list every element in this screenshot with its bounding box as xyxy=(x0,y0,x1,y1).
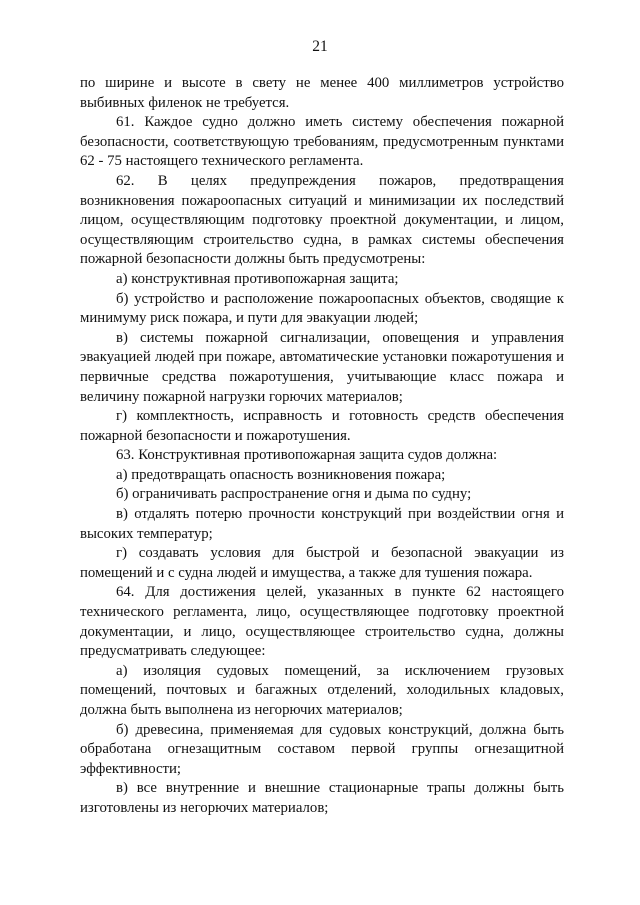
list-item: в) отдалять потерю прочности конструкций при воздействии огня и высоких температур; xyxy=(80,506,564,542)
paragraph: 63. Конструктивная противопожарная защита судов должна: xyxy=(116,447,498,464)
list-item: в) все внутренние и внешние стационарные трапы должны быть изготовлены из негорючих материалов; xyxy=(80,780,564,816)
paragraph: по ширине и высоте в свету не менее 400 миллиметров устройство выбивных филенок не требуется. xyxy=(80,75,564,111)
list-item: б) древесина, применяемая для судовых конструкций, должна быть обработана огнезащитным составом первой группы огнезащитной эффективности; xyxy=(80,721,564,777)
paragraph: 64. Для достижения целей, указанных в пункте 62 настоящего технического регламента, лицо, осуществляющее подготовку проектной документации, и лицо, осуществляющее строительство судна, должны предусматривать следующее: xyxy=(80,584,564,660)
paragraph: 61. Каждое судно должно иметь систему обеспечения пожарной безопасности, соответствующую требованиям, предусмотренным пунктами 62 - 75 настоящего технического регламента. xyxy=(80,114,564,170)
document-body xyxy=(80,74,564,819)
list-item: в) системы пожарной сигнализации, оповещения и управления эвакуацией людей при пожаре, автоматические установки пожаротушения и первичные средства пожаротушения, учитывающие класс пожара и величину пожарной нагрузки горючих материалов; xyxy=(80,329,564,405)
page-number: 21 xyxy=(312,38,328,55)
paragraph: 62. В целях предупреждения пожаров, предотвращения возникновения пожароопасных ситуаций и минимизации их последствий лицом, осуществляющим подготовку проектной документации, и лицом, осуществляющим строительство судна, в рамках системы обеспечения пожарной безопасности должны быть предусмотрены: xyxy=(80,172,564,268)
list-item: а) конструктивная противопожарная защита; xyxy=(116,270,399,287)
list-item: б) устройство и расположение пожароопасных объектов, сводящие к минимуму риск пожара, и пути для эвакуации людей; xyxy=(80,290,564,327)
list-item: г) комплектность, исправность и готовность средств обеспечения пожарной безопасности и пожаротушения. xyxy=(80,408,564,444)
list-item: а) предотвращать опасность возникновения пожара; xyxy=(116,466,446,483)
list-item: г) создавать условия для быстрой и безопасной эвакуации из помещений и с судна людей и имущества, а также для тушения пожара. xyxy=(80,545,564,581)
list-item: а) изоляция судовых помещений, за исключением грузовых помещений, почтовых и багажных отделений, холодильных кладовых, должна быть выполнена из негорючих материалов; xyxy=(80,662,564,718)
list-item: б) ограничивать распространение огня и дыма по судну; xyxy=(116,486,472,503)
